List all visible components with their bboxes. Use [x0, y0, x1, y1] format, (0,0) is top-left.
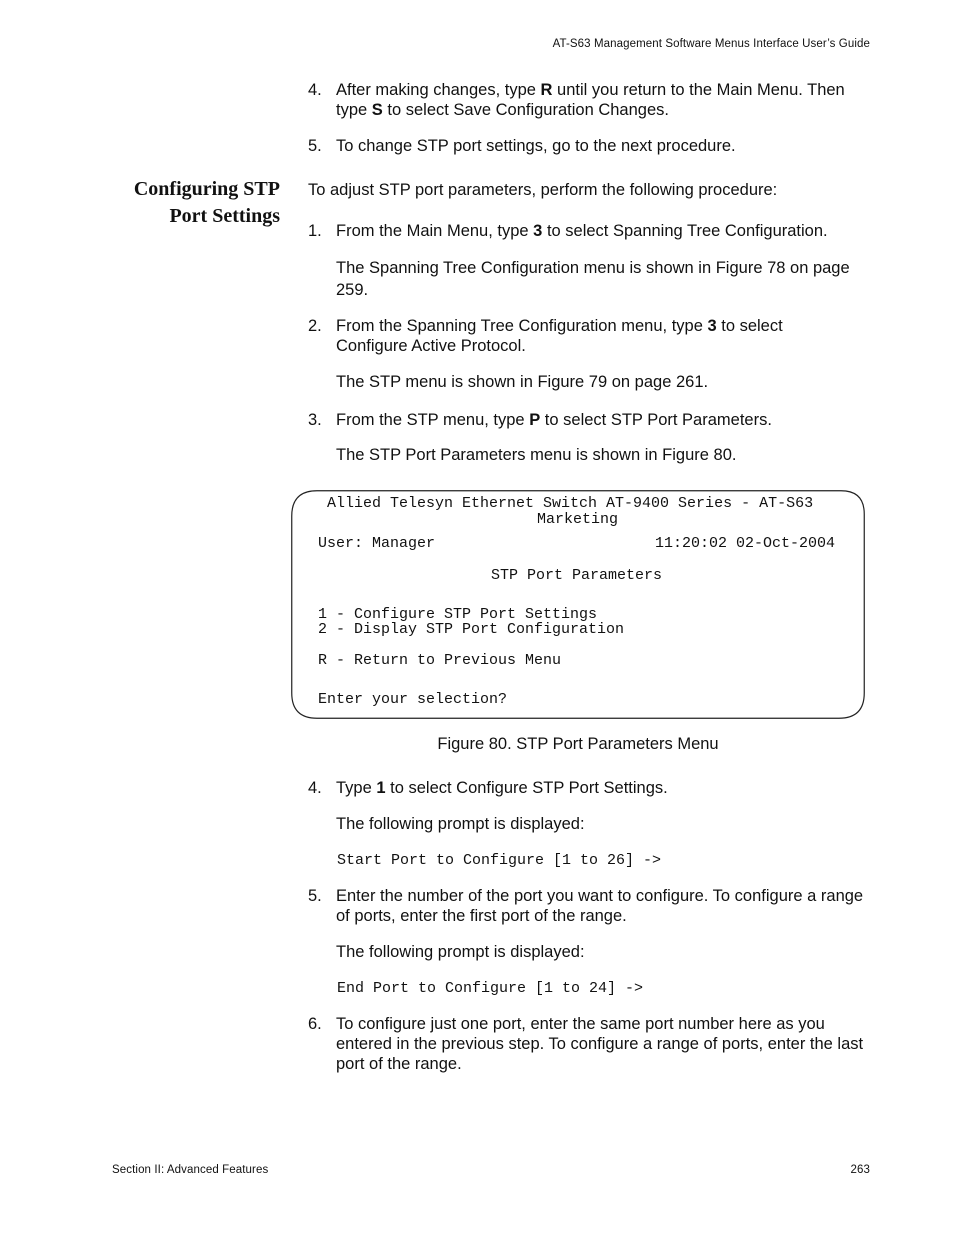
step-note: The STP menu is shown in Figure 79 on page 261. — [336, 373, 709, 391]
section-intro: To adjust STP port parameters, perform the following procedure: — [308, 181, 778, 199]
step-text: To configure just one port, enter the same port number here as you entered in the previous step. To configure a range of ports, enter the last port of the range. — [336, 1015, 864, 1073]
step-note: The STP Port Parameters menu is shown in Figure 80. — [336, 446, 737, 464]
screen-prompt: Enter your selection? — [318, 691, 508, 708]
menu-option-return: R - Return to Previous Menu — [318, 652, 562, 669]
screen-system-name: Marketing — [537, 511, 619, 528]
step-text: To change STP port settings, go to the next procedure. — [336, 137, 736, 155]
screen-menu-title: STP Port Parameters — [491, 567, 663, 584]
step-text: From the Main Menu, type 3 to select Spanning Tree Configuration. — [336, 222, 828, 240]
step-text: From the Spanning Tree Configuration menu, type 3 to select Configure Active Protocol. — [336, 317, 783, 355]
step-number: 4. — [308, 81, 322, 99]
step-number: 5. — [308, 887, 322, 905]
step-text: Type 1 to select Configure STP Port Settings. — [336, 779, 668, 797]
step-number: 1. — [308, 222, 322, 240]
code-prompt: Start Port to Configure [1 to 26] -> — [337, 852, 662, 869]
step-number: 4. — [308, 779, 322, 797]
terminal-screen-figure — [291, 490, 865, 719]
screen-user: User: Manager — [318, 535, 436, 552]
code-prompt: End Port to Configure [1 to 24] -> — [337, 980, 644, 997]
step-number: 3. — [308, 411, 322, 429]
step-text: After making changes, type R until you return to the Main Menu. Then type S to select Save Configuration Changes. — [336, 81, 845, 119]
footer-section: Section II: Advanced Features — [112, 1164, 269, 1176]
step-number: 6. — [308, 1015, 322, 1033]
menu-option-configure: 1 - Configure STP Port Settings — [318, 606, 598, 623]
step-note: The Spanning Tree Configuration menu is shown in Figure 78 on page 259. — [336, 259, 850, 299]
menu-option-display: 2 - Display STP Port Configuration — [318, 621, 625, 638]
screen-title-line: Allied Telesyn Ethernet Switch AT-9400 Series - AT-S63 — [327, 495, 814, 512]
step-note: The following prompt is displayed: — [336, 943, 585, 961]
step-note: The following prompt is displayed: — [336, 815, 585, 833]
page-number: 263 — [850, 1164, 870, 1176]
step-text: From the STP menu, type P to select STP Port Parameters. — [336, 411, 772, 429]
section-heading: Configuring STP Port Settings — [133, 178, 280, 227]
running-header: AT-S63 Management Software Menus Interface User’s Guide — [552, 38, 870, 50]
step-number: 5. — [308, 137, 322, 155]
step-number: 2. — [308, 317, 322, 335]
step-text: Enter the number of the port you want to configure. To configure a range of ports, enter the first port of the range. — [336, 887, 864, 925]
screen-datetime: 11:20:02 02-Oct-2004 — [655, 535, 836, 552]
figure-caption: Figure 80. STP Port Parameters Menu — [437, 735, 719, 753]
